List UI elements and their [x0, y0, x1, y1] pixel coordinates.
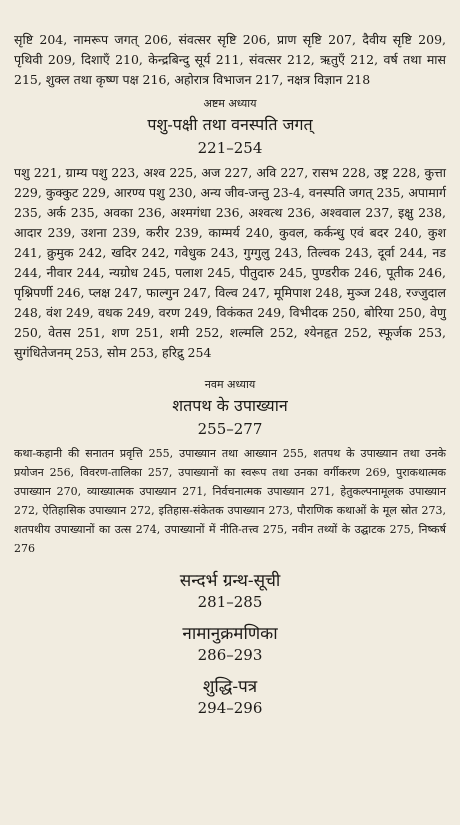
errata-page-range: 294–296 [197, 699, 263, 717]
bibliography-page-range: 281–285 [197, 593, 263, 611]
chapter7-continuation: सृष्टि 204, नामरूप जगत् 206, संवत्सर सृष्टि 206, प्राण सृष्टि 207, दैवीय सृष्टि 209, पृथिवी 209, दिशाएँ 210, केन्द्रबिन्दु सूर्य 211, संवत्सर 212, ऋतुएँ 212, वर्ष तथा मास 215, शुक्ल तथा कृष्ण पक्ष 216, अहोरात्र विभाजन 217, नक्षत्र विज्ञान 218 [14, 32, 446, 87]
chapter8-page-range: 221–254 [197, 139, 263, 157]
chapter9-topics: कथा-कहानी की सनातन प्रवृत्ति 255, उपाख्यान तथा आख्यान 255, शतपथ के उपाख्यान तथा उनके प्रयोजन 256, विवरण-तालिका 257, उपाख्यानों का स्वरूप तथा उनका वर्गीकरण 269, पुराकथात्मक उपाख्यान 270, व्याख्यात्मक उपाख्यान 271, निर्वचनात्मक उपाख्यान 271, हेतुकल्पनामूलक उपाख्यान 272, ऐतिहासिक उपाख्यान 272, इतिहास-संकेतक उपाख्यान 273, पौराणिक कथाओं के मूल स्रोत 273, शतपथीय उपाख्यानों का उत्स 274, उपाख्यानों में नीति-तत्त्व 275, नवीन तथ्यों के उद्घाटक 275, निष्कर्ष 276 [14, 447, 446, 555]
chapter8-label: अष्टम अध्याय [203, 97, 257, 110]
chapter8-title: पशु-पक्षी तथा वनस्पति जगत् [147, 115, 313, 134]
index-title: नामानुक्रमणिका [182, 624, 278, 644]
chapter9-page-range: 255–277 [197, 420, 263, 438]
index-page-range: 286–293 [197, 646, 263, 664]
chapter9-title: शतपथ के उपाख्यान [172, 396, 288, 415]
chapter8-topics: पशु 221, ग्राम्य पशु 223, अश्व 225, अज 227, अवि 227, रासभ 228, उष्ट्र 228, कुत्ता 229, कुक्कुट 229, आरण्य पशु 230, अन्य जीव-जन्तु 23-4, वनस्पति जगत् 235, अपामार्ग 235, अर्क 235, अवका 236, अश्मगंधा 236, अश्वत्थ 236, अश्ववाल 237, इक्षु 238, आदार 239, उशना 239, करीर 239, काम्मर्य 240, कुवल, कर्कन्धु एवं बदर 240, कुश 241, क्रुमुक 242, खदिर 242, गवेधुक 243, गुग्गुलु 243, तिल्वक 243, दूर्वा 244, नड 244, नीवार 244, न्यग्रोध 245, पलाश 245, पीतुदारु 245, पुण्डरीक 246, पूतीक 246, पृश्निपर्णी 246, प्लक्ष 247, फाल्गुन 247, विल्व 247, मूमिपाश 248, मुञ्ज 248, रज्जुदाल 248, वंश 249, वधक 249, वरण 249, विकंकत 249, विभीदक 250, बोरिया 250, वेणु 250, वेतस 251, शण 251, शमी 252, शल्मलि 252, श्येनहृत 252, स्फूर्जक 253, सुगंधितेजनम् 253, सोम 253, हरिद्रु 254 [14, 165, 446, 360]
chapter9-label: नवम अध्याय [204, 378, 256, 391]
errata-title: शुद्धि-पत्र [202, 677, 258, 697]
bibliography-title: सन्दर्भ ग्रन्थ-सूची [179, 571, 281, 591]
